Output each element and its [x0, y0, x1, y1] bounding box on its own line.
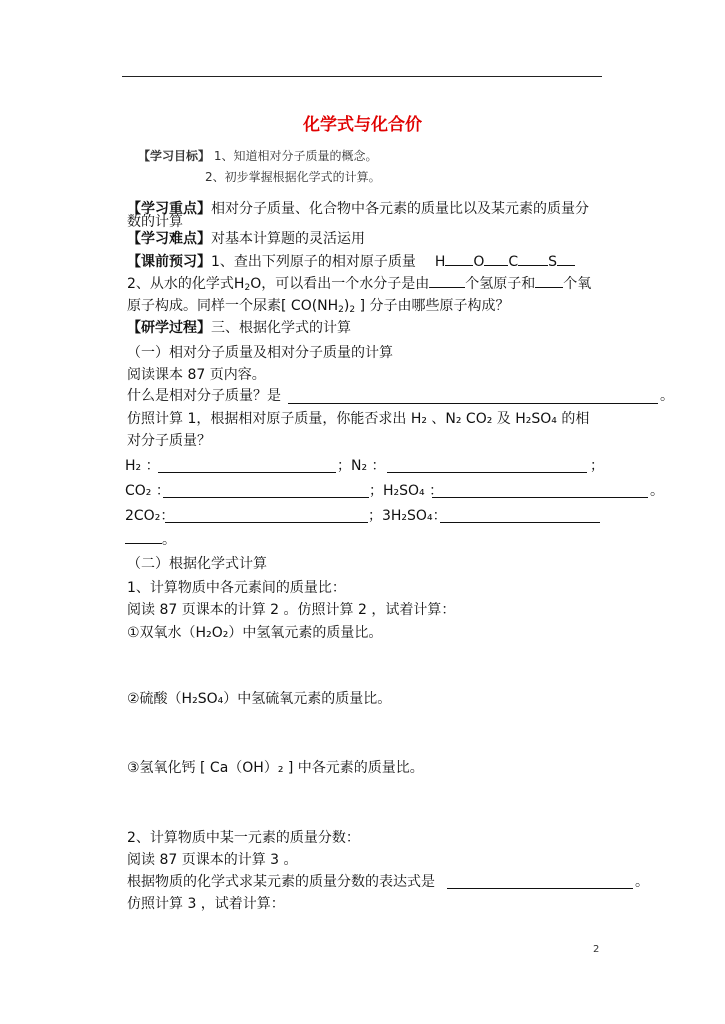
water-formula-end: O [250, 276, 262, 292]
expression-end: 。 [635, 874, 649, 890]
preview-q2-line-1 [127, 275, 591, 297]
imitate-1-line-2: 对分子质量？ [127, 433, 211, 449]
urea-formula-end: ) [343, 298, 350, 314]
definition-blank[interactable] [288, 403, 658, 404]
h2so4-end: 。 [650, 483, 664, 499]
atom-h: H [434, 254, 446, 270]
definition-end-mark: 。 [660, 388, 674, 404]
focus-text-2: 数的计算 [127, 214, 183, 230]
h2so4-label: ；H₂SO₄ ： [369, 483, 444, 499]
hydrogen-count-blank[interactable] [429, 275, 465, 288]
section-2-item-1: 1、计算物质中各元素间的质量比： [127, 580, 346, 596]
atom-c-blank[interactable] [518, 253, 548, 266]
goals-label: 【学习目标】 [138, 149, 211, 163]
q2-part4: 个氧 [563, 276, 592, 292]
water-formula-sub: 2 [244, 283, 251, 293]
urea-sub-1: 2 [338, 305, 344, 315]
imitate-1a: 仿照计算 1，根据相对原子质量，你能否求出 [127, 411, 407, 427]
q2-line2a: 原子构成。同样一个尿素 [127, 298, 281, 314]
n2-blank[interactable] [387, 472, 587, 473]
focus-text-1: 相对分子质量、化合物中各元素的质量比以及某元素的质量分 [211, 201, 589, 217]
header-rule [122, 76, 602, 77]
co2-blank[interactable] [163, 497, 369, 498]
section-1-heading: （一）相对分子质量及相对分子质量的计算 [127, 345, 393, 361]
section-2-item-2: 2、计算物质中某一元素的质量分数： [127, 830, 360, 846]
h2so4-blank[interactable] [432, 497, 648, 498]
imitate-1-formulas: H₂ 、N₂ CO₂ 及 H₂SO₄ 的相 [410, 411, 590, 427]
n2-label: ；N₂ ： [337, 458, 386, 474]
focus-line-1 [127, 201, 589, 218]
oxygen-count-blank[interactable] [535, 275, 563, 288]
goals-line-1 [138, 147, 377, 164]
page-number: 2 [593, 944, 600, 955]
expression-question: 根据物质的化学式求某元素的质量分数的表达式是 [127, 874, 435, 890]
water-formula: H [233, 276, 245, 292]
h2-label: H₂ ： [125, 458, 160, 474]
atom-s: S [548, 254, 558, 270]
goals-item-2: 2、初步掌握根据化学式的计算。 [205, 170, 381, 184]
difficulty-line [127, 231, 365, 248]
question-sulfuric-acid: ②硫酸（H₂SO₄）中氢硫氧元素的质量比。 [127, 691, 392, 707]
3h2so4-end: 。 [162, 532, 176, 548]
imitate-3: 仿照计算 3 ，试着计算： [127, 896, 285, 912]
read-instruction-1: 阅读课本 87 页内容。 [127, 367, 266, 383]
goals-item-1: 1、知道相对分子质量的概念。 [213, 149, 378, 163]
focus-label: 【学习重点】 [127, 201, 211, 217]
q2-part2: ，可以看出一个水分子是由 [261, 276, 430, 292]
preview-label: 【课前预习】 [127, 254, 211, 270]
n2-end: ； [590, 458, 604, 474]
atom-c: C [508, 254, 519, 270]
h2-blank[interactable] [158, 472, 336, 473]
section-2-read: 阅读 87 页课本的计算 2 。仿照计算 2 ，试着计算： [127, 602, 456, 618]
atom-h-blank[interactable] [445, 253, 473, 266]
atom-s-blank[interactable] [557, 253, 575, 266]
imitate-1-line-1 [127, 411, 589, 428]
section-2-heading: （二）根据化学式计算 [127, 556, 267, 572]
urea-sub-2: 2 [349, 305, 356, 315]
q2-part3: 个氢原子和 [465, 276, 536, 292]
3h2so4-blank[interactable] [440, 522, 600, 523]
atom-o: O [473, 254, 485, 270]
atom-o-blank[interactable] [484, 253, 508, 266]
question-calcium-hydroxide: ③氢氧化钙 [ Ca（OH）₂ ] 中各元素的质量比。 [127, 760, 424, 776]
process-text: 三、根据化学式的计算 [211, 320, 351, 336]
3h2so4-label: ；3H₂SO₄： [368, 508, 447, 524]
q2-line2b: ] 分子由哪些原子构成？ [359, 298, 510, 314]
question-hydrogen-peroxide: ①双氧水（H₂O₂）中氢氧元素的质量比。 [127, 625, 383, 641]
expression-blank[interactable] [447, 888, 633, 889]
urea-formula: [ CO(NH [281, 298, 339, 314]
preview-line-1 [127, 253, 575, 271]
2co2-blank[interactable] [165, 522, 368, 523]
process-line [127, 320, 351, 337]
co2-label: CO₂ ： [125, 483, 170, 499]
what-question: 什么是相对分子质量？是 [127, 388, 281, 404]
q2-part1: 2、从水的化学式 [127, 276, 234, 292]
section-2-read-3: 阅读 87 页课本的计算 3 。 [127, 852, 298, 868]
preview-text: 1、查出下列原子的相对原子质量 [211, 254, 416, 270]
3h2so4-blank-cont[interactable] [125, 543, 162, 544]
page-title: 化学式与化合价 [303, 115, 422, 135]
process-label: 【研学过程】 [127, 320, 211, 336]
difficulty-text: 对基本计算题的灵活运用 [211, 231, 365, 247]
difficulty-label: 【学习难点】 [127, 231, 211, 247]
preview-q2-line-2 [127, 298, 509, 319]
2co2-label: 2CO₂： [125, 508, 175, 524]
